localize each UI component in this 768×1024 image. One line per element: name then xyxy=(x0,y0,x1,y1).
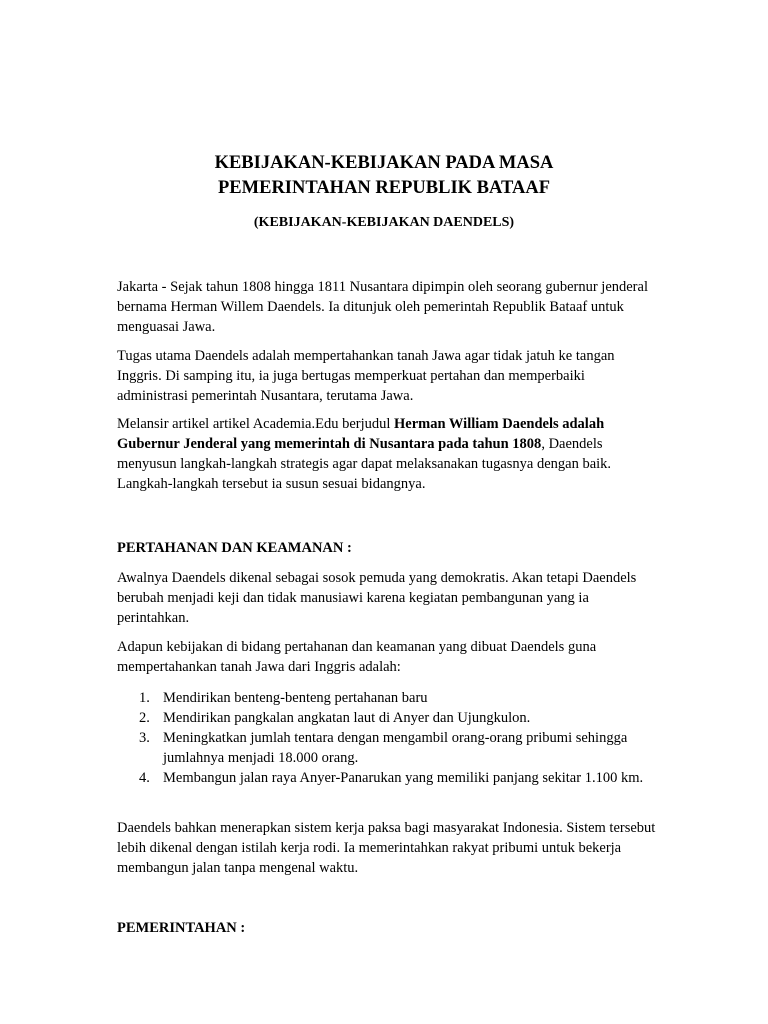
defense-policy-list xyxy=(117,688,657,788)
title-line-1: KEBIJAKAN-KEBIJAKAN PADA MASA xyxy=(214,153,554,173)
paragraph-intro: Jakarta - Sejak tahun 1808 hingga 1811 Nusantara dipimpin oleh seorang gubernur jenderal bernama Herman Willem Daendels. Ia ditunjuk oleh pemerintah Republik Bataaf untuk menguasai Jawa. xyxy=(117,279,648,335)
document-title xyxy=(0,151,768,201)
paragraph-defense-1: Awalnya Daendels dikenal sebagai sosok pemuda yang demokratis. Akan tetapi Daendels berubah menjadi keji dan tidak manusiawi karena kegiatan pembangunan yang ia perintahkan. xyxy=(117,570,637,626)
list-item-number: 4. xyxy=(139,770,150,786)
paragraph-academia-after: , Daendels menyusun langkah-langkah strategis agar dapat melaksanakan tugasnya dengan baik. Langkah-langkah tersebut ia susun sesuai bidangnya. xyxy=(117,436,612,492)
document-subtitle: (KEBIJAKAN-KEBIJAKAN DAENDELS) xyxy=(253,215,515,230)
article-title-bold: Herman William Daendels adalah Gubernur Jenderal yang memerintah di Nusantara pada tahun 1808 xyxy=(117,416,605,452)
list-item-number: 1. xyxy=(139,690,150,706)
paragraph-academia xyxy=(117,414,657,494)
list-item xyxy=(117,768,657,788)
section-heading-defense: PERTAHANAN DAN KEAMANAN : xyxy=(117,540,352,556)
list-item xyxy=(117,708,657,728)
list-item-number: 3. xyxy=(139,730,150,746)
title-line-2: PEMERINTAHAN REPUBLIK BATAAF xyxy=(218,178,550,198)
paragraph-defense-2: Adapun kebijakan di bidang pertahanan dan keamanan yang dibuat Daendels guna mempertahankan tanah Jawa dari Inggris adalah: xyxy=(117,639,597,675)
list-item-text: Meningkatkan jumlah tentara dengan mengambil orang-orang pribumi sehingga jumlahnya menjadi 18.000 orang. xyxy=(163,730,628,766)
list-item-text: Mendirikan benteng-benteng pertahanan baru xyxy=(163,690,428,706)
list-item xyxy=(117,688,657,708)
list-item xyxy=(117,728,657,768)
paragraph-forced-labor: Daendels bahkan menerapkan sistem kerja paksa bagi masyarakat Indonesia. Sistem tersebut lebih dikenal dengan istilah kerja rodi. Ia memerintahkan rakyat pribumi untuk bekerja membangun jalan tanpa mengenal waktu. xyxy=(117,820,656,876)
list-item-number: 2. xyxy=(139,710,150,726)
list-item-text: Mendirikan pangkalan angkatan laut di Anyer dan Ujungkulon. xyxy=(163,710,531,726)
section-heading-government: PEMERINTAHAN : xyxy=(117,920,246,936)
paragraph-tasks: Tugas utama Daendels adalah mempertahankan tanah Jawa agar tidak jatuh ke tangan Inggris. Di samping itu, ia juga bertugas memperkuat pertahan dan memperbaiki administrasi pemerintah Nusantara, terutama Jawa. xyxy=(117,348,615,404)
paragraph-academia-before: Melansir artikel artikel Academia.Edu berjudul xyxy=(117,416,395,432)
list-item-text: Membangun jalan raya Anyer-Panarukan yang memiliki panjang sekitar 1.100 km. xyxy=(163,770,644,786)
